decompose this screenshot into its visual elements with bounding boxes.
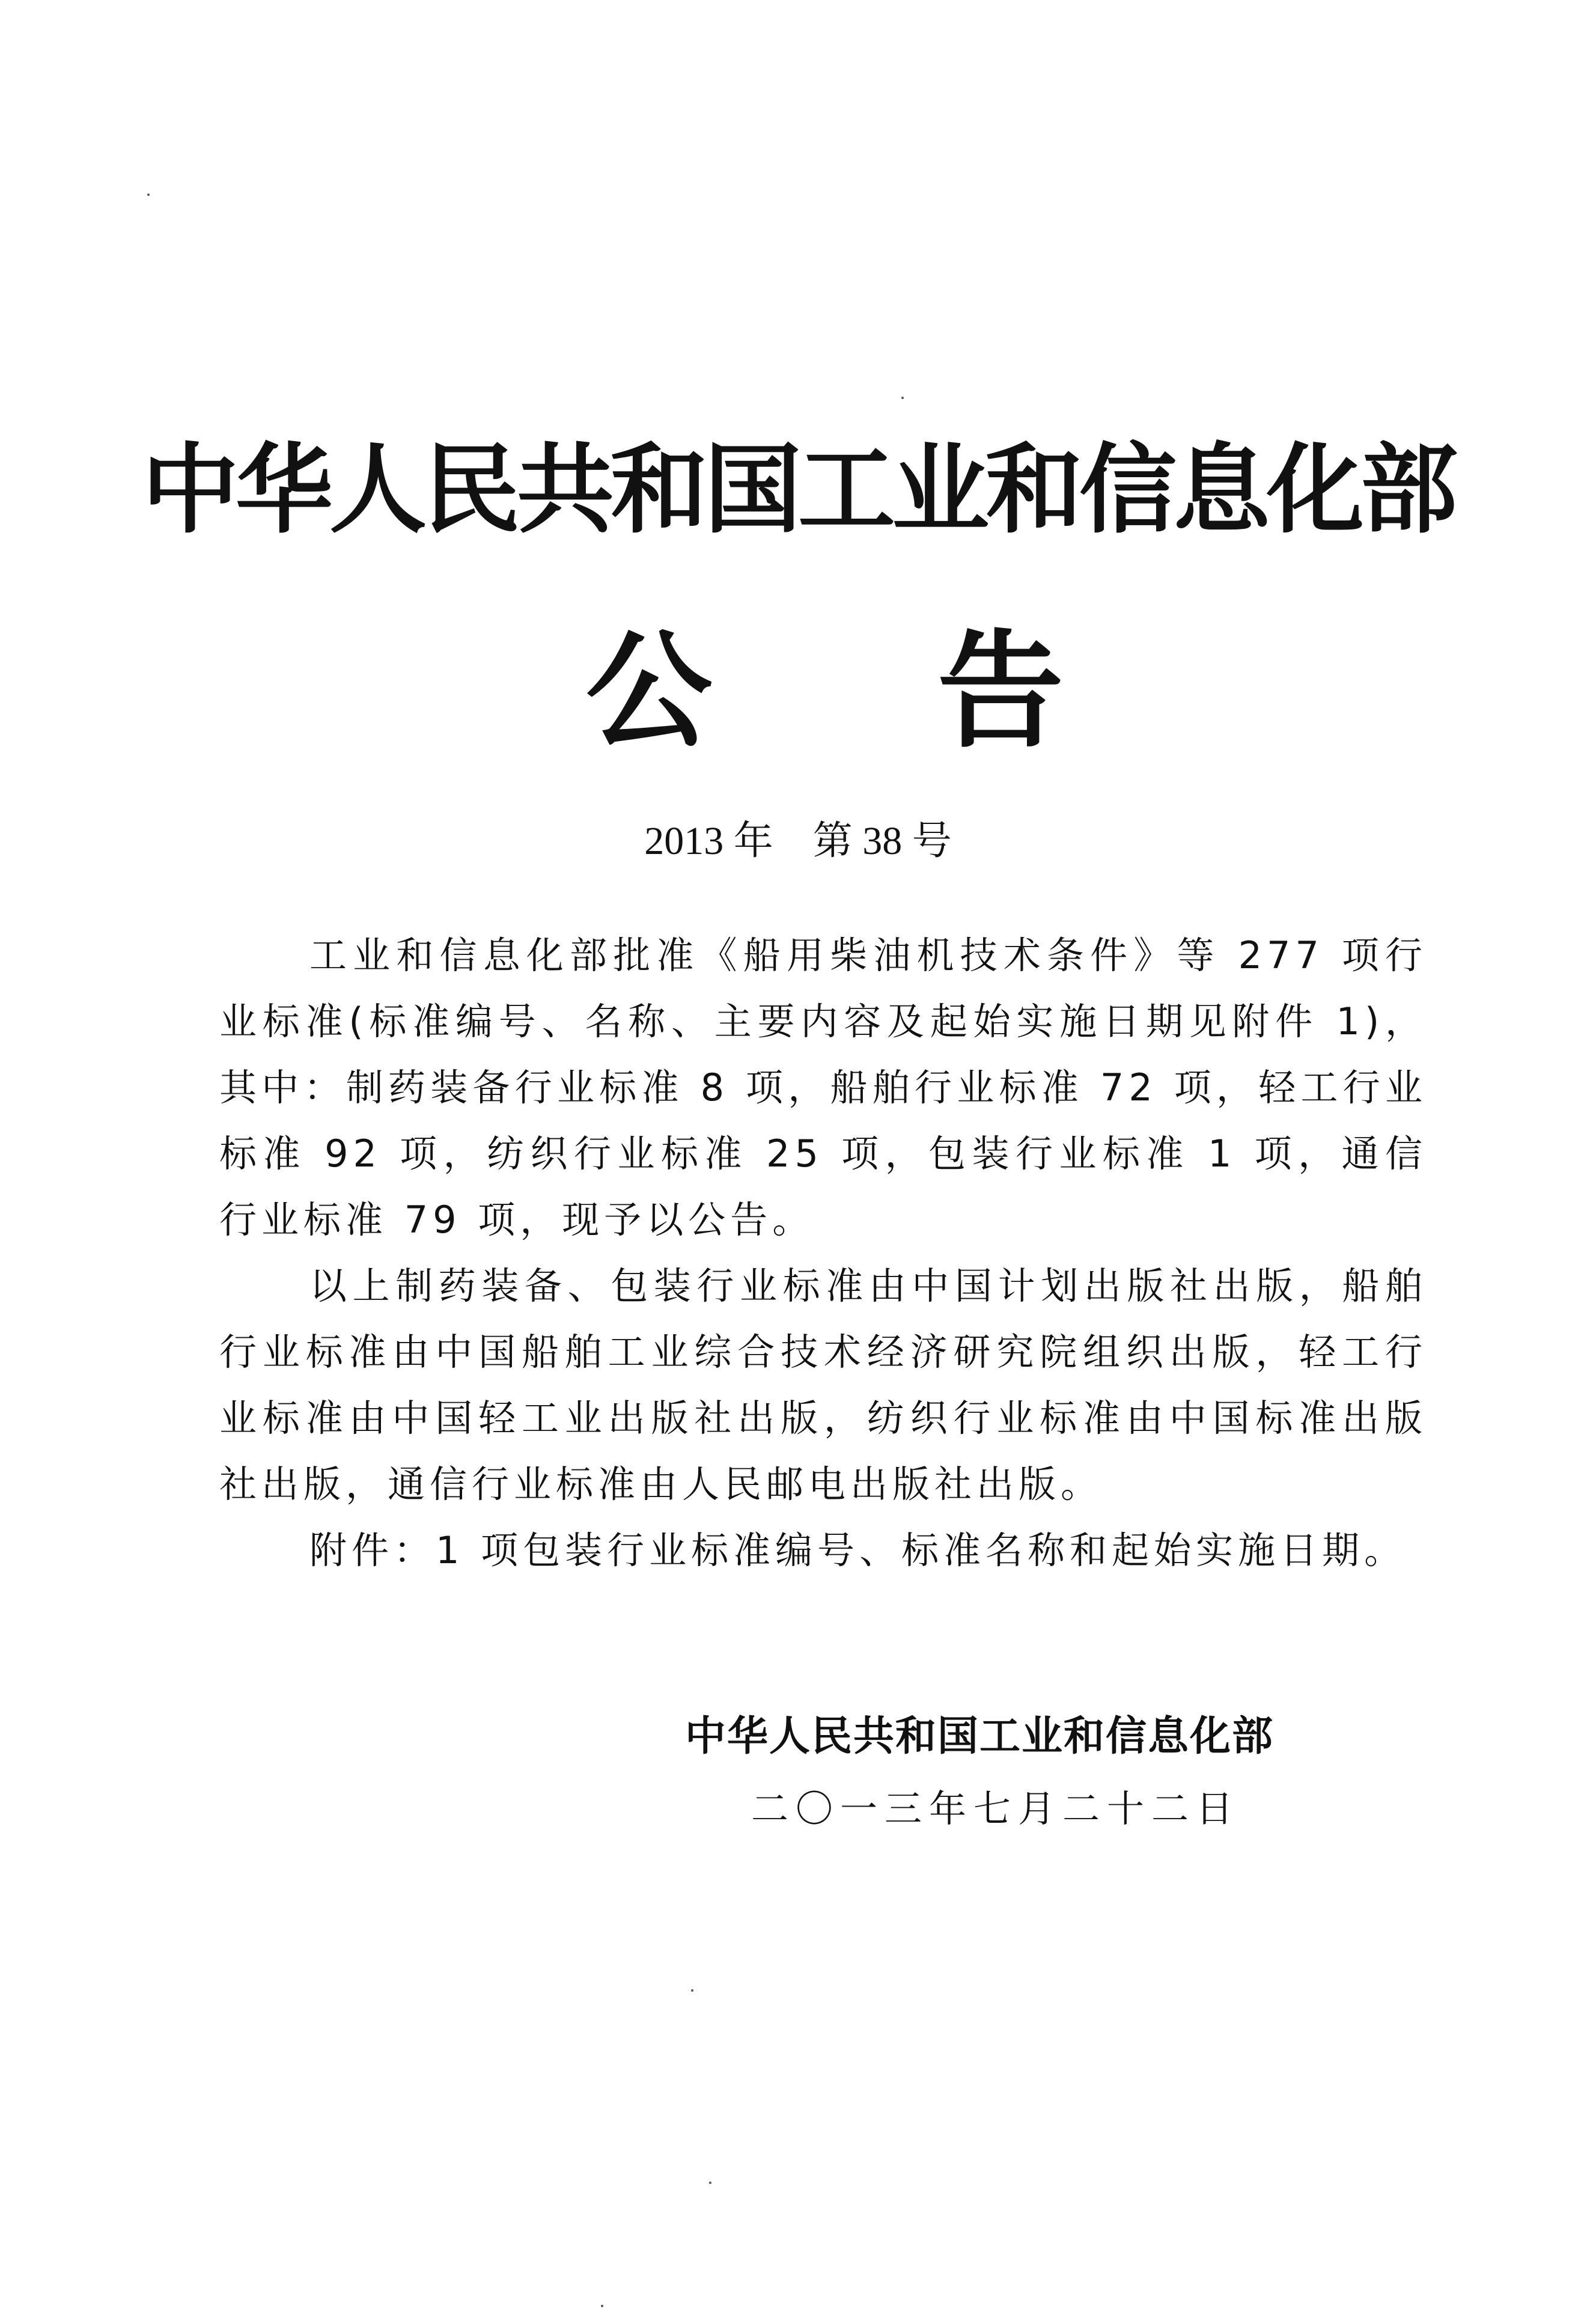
issuer-heading: 中华人民共和国工业和信息化部 xyxy=(142,433,1454,547)
doc-type-char-1: 公 xyxy=(586,617,713,765)
scan-speck xyxy=(901,397,904,399)
body-paragraph: 以上制药装备、包装行业标准由中国计划出版社出版，船舶行业标准由中国船舶工业综合技术经济研究院组织出版，轻工行业标准由中国轻工业出版社出版，纺织行业标准由中国标准出版社出版，通信行业标准由人民邮电出版社出版。 xyxy=(219,1264,1427,1506)
scan-speck xyxy=(147,194,150,196)
scan-speck xyxy=(709,2182,711,2184)
announcement-body xyxy=(219,923,1427,1584)
signature-date: 二〇一三年七月二十二日 xyxy=(751,1787,1241,1831)
body-paragraph: 工业和信息化部批准《船用柴油机技术条件》等 277 项行业标准(标准编号、名称、主要内容及起始实施日期见附件 1)，其中：制药装备行业标准 8 项，船舶行业标准 72 项，轻工行业标准 92 项，纺织行业标准 25 项，包装行业标准 1 项，通信行业标准 79 项，现予以公告。 xyxy=(219,933,1427,1242)
scan-speck xyxy=(601,2305,603,2307)
document-number: 2013 年 第 38 号 xyxy=(644,819,952,863)
attachment-note: 附件：1 项包装行业标准编号、标准名称和起始实施日期。 xyxy=(309,1528,1407,1572)
scan-speck xyxy=(691,1989,693,1992)
doc-type-char-2: 告 xyxy=(937,617,1064,765)
signature-issuer: 中华人民共和国工业和信息化部 xyxy=(685,1713,1275,1760)
